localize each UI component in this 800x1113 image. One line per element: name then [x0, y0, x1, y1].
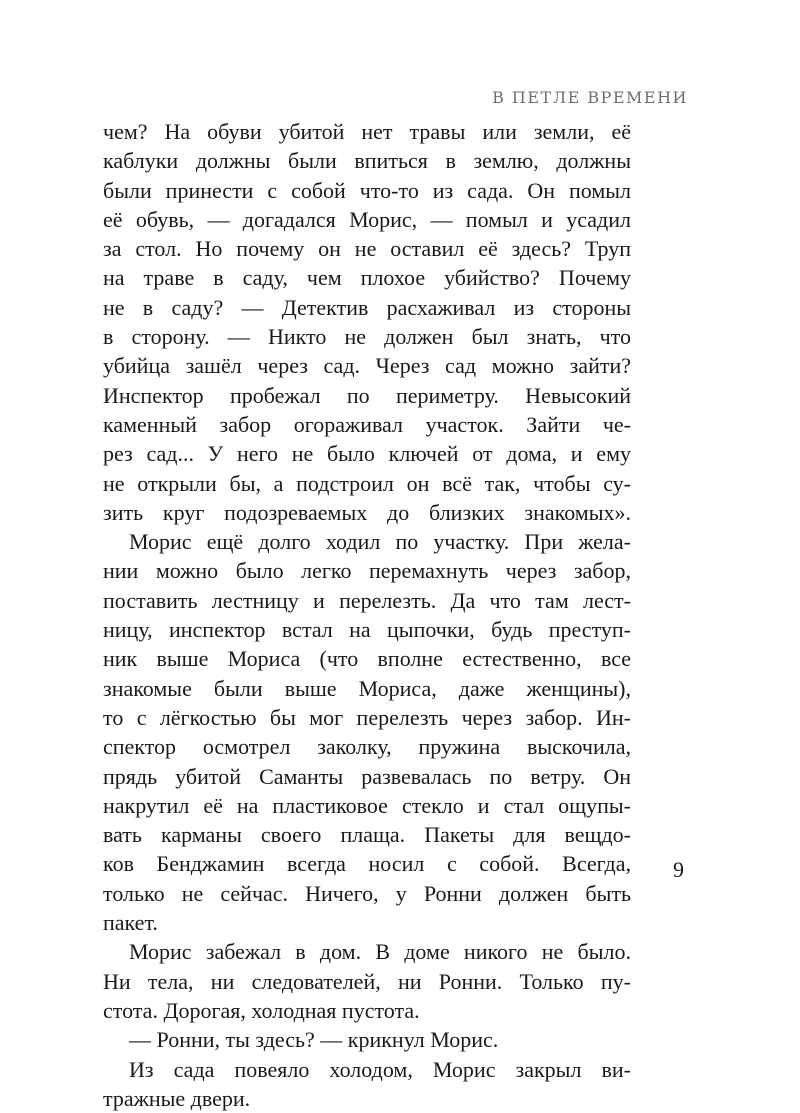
text-line: Ни тела, ни следователей, ни Ронни. Только пу- [103, 968, 631, 994]
text-line: зить круг подозреваемых до близких знакомых». [103, 499, 631, 525]
text-line: Из сада повеяло холодом, Морис закрыл ви- [129, 1056, 631, 1082]
text-line: чем? На обуви убитой нет травы или земли, её [103, 119, 631, 144]
text-line: накрутил её на пластиковое стекло и стал ощупы- [103, 792, 631, 818]
text-line: то с лёгкостью бы мог перелезть через забор. Ин- [103, 704, 631, 730]
text-line: вать карманы своего плаща. Пакеты для вещдо- [103, 822, 631, 848]
text-line: стота. Дорогая, холодная пустота. [103, 997, 420, 1023]
text-line: каменный забор огораживал участок. Зайти че- [103, 411, 631, 437]
text-line: в сторону. — Никто не должен был знать, что [103, 324, 631, 350]
text-line: только не сейчас. Ничего, у Ронни должен быть [103, 880, 631, 906]
text-line: — Ронни, ты здесь? — крикнул Морис. [129, 1027, 499, 1053]
text-line: пакет. [103, 910, 158, 936]
text-line: Морис ещё долго ходил по участку. При жела- [129, 529, 631, 555]
body-text [103, 117, 631, 1113]
text-line: на траве в саду, чем плохое убийство? Почему [103, 265, 631, 291]
text-line: не в саду? — Детектив расхаживал из стороны [103, 294, 631, 320]
text-line: были принести с собой что-то из сада. Он помыл [103, 177, 631, 203]
text-line: Морис забежал в дом. В доме никого не было. [129, 939, 631, 965]
text-line: её обувь, — догадался Морис, — помыл и усадил [103, 206, 631, 232]
text-line: прядь убитой Саманты развевалась по ветру. Он [103, 763, 631, 789]
text-line: убийца зашёл через сад. Через сад можно зайти? [103, 353, 631, 379]
text-line: знакомые были выше Мориса, даже женщины), [103, 675, 631, 701]
page-number: 9 [673, 857, 684, 882]
text-line: поставить лестницу и перелезть. Да что там лест- [103, 587, 631, 613]
text-line: тражные двери. [103, 1085, 251, 1111]
text-line: нии можно было легко перемахнуть через забор, [103, 558, 631, 584]
text-line: за стол. Но почему он не оставил её здесь? Труп [103, 236, 631, 262]
text-line: ницу, инспектор встал на цыпочки, будь преступ- [103, 617, 631, 643]
text-line: ник выше Мориса (что вполне естественно, все [103, 646, 631, 672]
text-line: спектор осмотрел заколку, пружина выскочила, [103, 734, 631, 760]
text-line: ков Бенджамин всегда носил с собой. Всегда, [103, 851, 631, 877]
running-header: В ПЕТЛЕ ВРЕМЕНИ [492, 88, 688, 107]
text-line: рез сад... У него не было ключей от дома, и ему [103, 441, 631, 467]
text-line: каблуки должны были впиться в землю, должны [103, 148, 631, 174]
text-line: не открыли бы, а подстроил он всё так, чтобы су- [103, 470, 631, 496]
text-line: Инспектор пробежал по периметру. Невысокий [103, 382, 631, 408]
